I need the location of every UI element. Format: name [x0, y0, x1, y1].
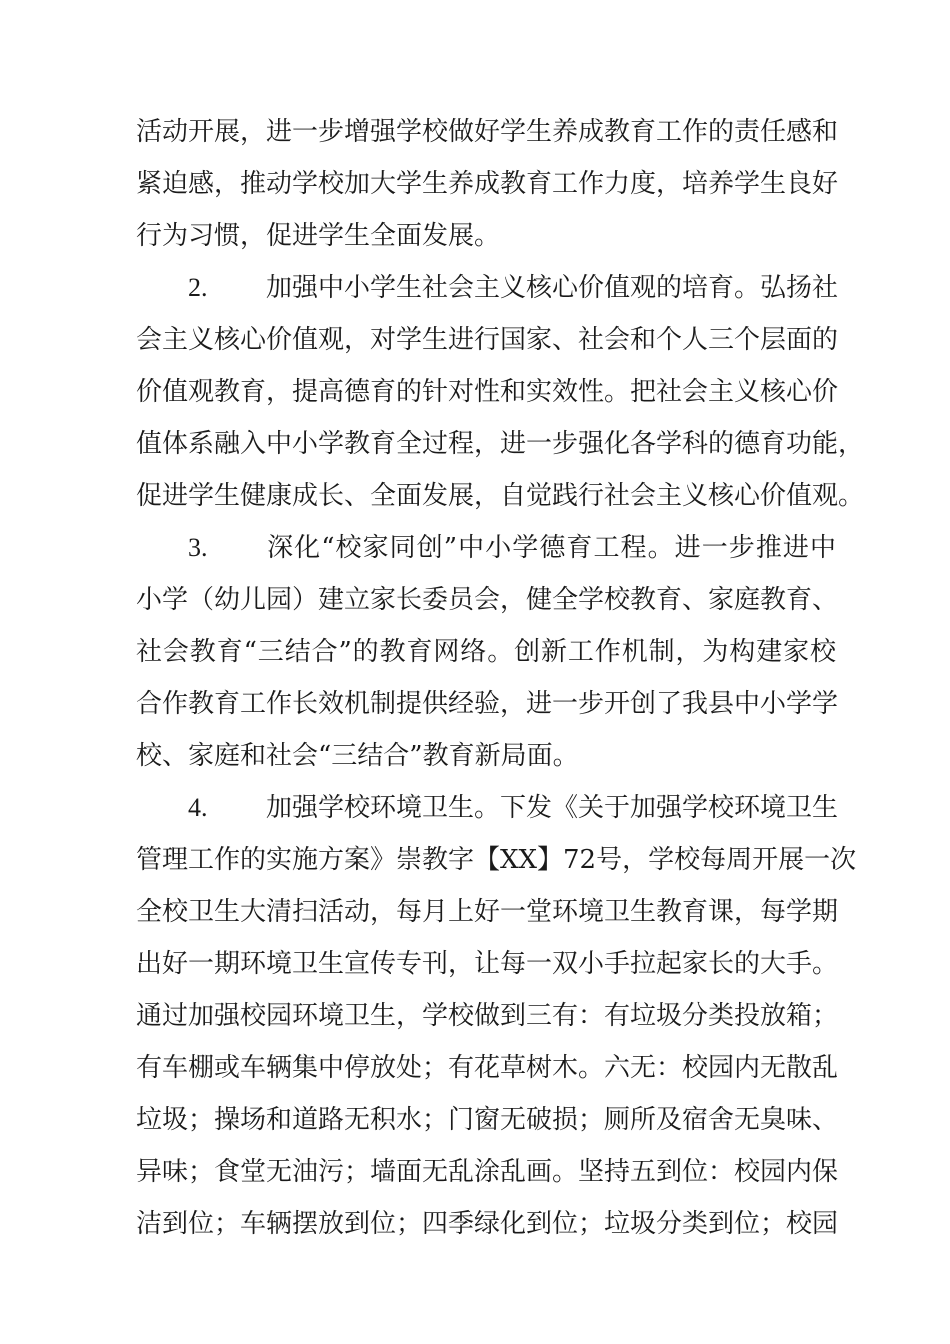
- paragraph-3-line-1: [136, 522, 836, 574]
- paragraph-2-line-5: 促进学生健康成长、全面发展，自觉践行社会主义核心价值观。: [136, 481, 865, 511]
- paragraph-4-line-8: 异味；食堂无油污；墙面无乱涂乱画。坚持五到位：校园内保: [136, 1157, 839, 1187]
- paragraph-4-line-4: 出好一期环境卫生宣传专刊，让每一双小手拉起家长的大手。: [136, 949, 839, 979]
- paragraph-4-number: 4.: [188, 793, 208, 822]
- paragraph-4-line-7: 垃圾；操场和道路无积水；门窗无破损；厕所及宿舍无臭味、: [136, 1105, 839, 1135]
- paragraph-4-line-5: 通过加强校园环境卫生，学校做到三有：有垃圾分类投放箱；: [136, 1001, 839, 1031]
- paragraph-1-line-1: 活动开展，进一步增强学校做好学生养成教育工作的责任感和: [136, 117, 839, 147]
- paragraph-3-number: 3.: [188, 533, 208, 562]
- paragraph-2-line-2: 会主义核心价值观，对学生进行国家、社会和个人三个层面的: [136, 325, 839, 355]
- paragraph-2-line-3: 价值观教育，提高德育的针对性和实效性。把社会主义核心价: [136, 377, 839, 407]
- paragraph-4-line-2: 管理工作的实施方案》崇教字【XX】72号，学校每周开展一次: [136, 845, 857, 875]
- paragraph-3-line-5: 校、家庭和社会“三结合”教育新局面。: [136, 741, 579, 771]
- paragraph-1-line-3: 行为习惯，促进学生全面发展。: [136, 221, 501, 251]
- paragraph-4-line-6: 有车棚或车辆集中停放处；有花草树木。六无：校园内无散乱: [136, 1053, 839, 1083]
- paragraph-4-line-9: 洁到位；车辆摆放到位；四季绿化到位；垃圾分类到位；校园: [136, 1209, 839, 1239]
- paragraph-3-first-text: 深化“校家同创”中小学德育工程。进一步推进中: [266, 533, 836, 563]
- paragraph-2-number: 2.: [188, 273, 208, 302]
- paragraph-4-line-1: [136, 782, 839, 834]
- paragraph-4-line-3: 全校卫生大清扫活动，每月上好一堂环境卫生教育课，每学期: [136, 897, 839, 927]
- paragraph-4-first-text: 加强学校环境卫生。下发《关于加强学校环境卫生: [266, 793, 839, 823]
- paragraph-2-line-1: [136, 262, 839, 314]
- paragraph-3-line-2: 小学（幼儿园）建立家长委员会，健全学校教育、家庭教育、: [136, 585, 839, 615]
- paragraph-1-line-2: 紧迫感，推动学校加大学生养成教育工作力度，培养学生良好: [136, 169, 839, 199]
- paragraph-3-line-3: 社会教育“三结合”的教育网络。创新工作机制，为构建家校: [136, 637, 836, 667]
- paragraph-2-line-4: 值体系融入中小学教育全过程，进一步强化各学科的德育功能，: [136, 429, 865, 459]
- document-body: [136, 106, 865, 1250]
- paragraph-3-line-4: 合作教育工作长效机制提供经验，进一步开创了我县中小学学: [136, 689, 839, 719]
- paragraph-2-first-text: 加强中小学生社会主义核心价值观的培育。弘扬社: [266, 273, 839, 303]
